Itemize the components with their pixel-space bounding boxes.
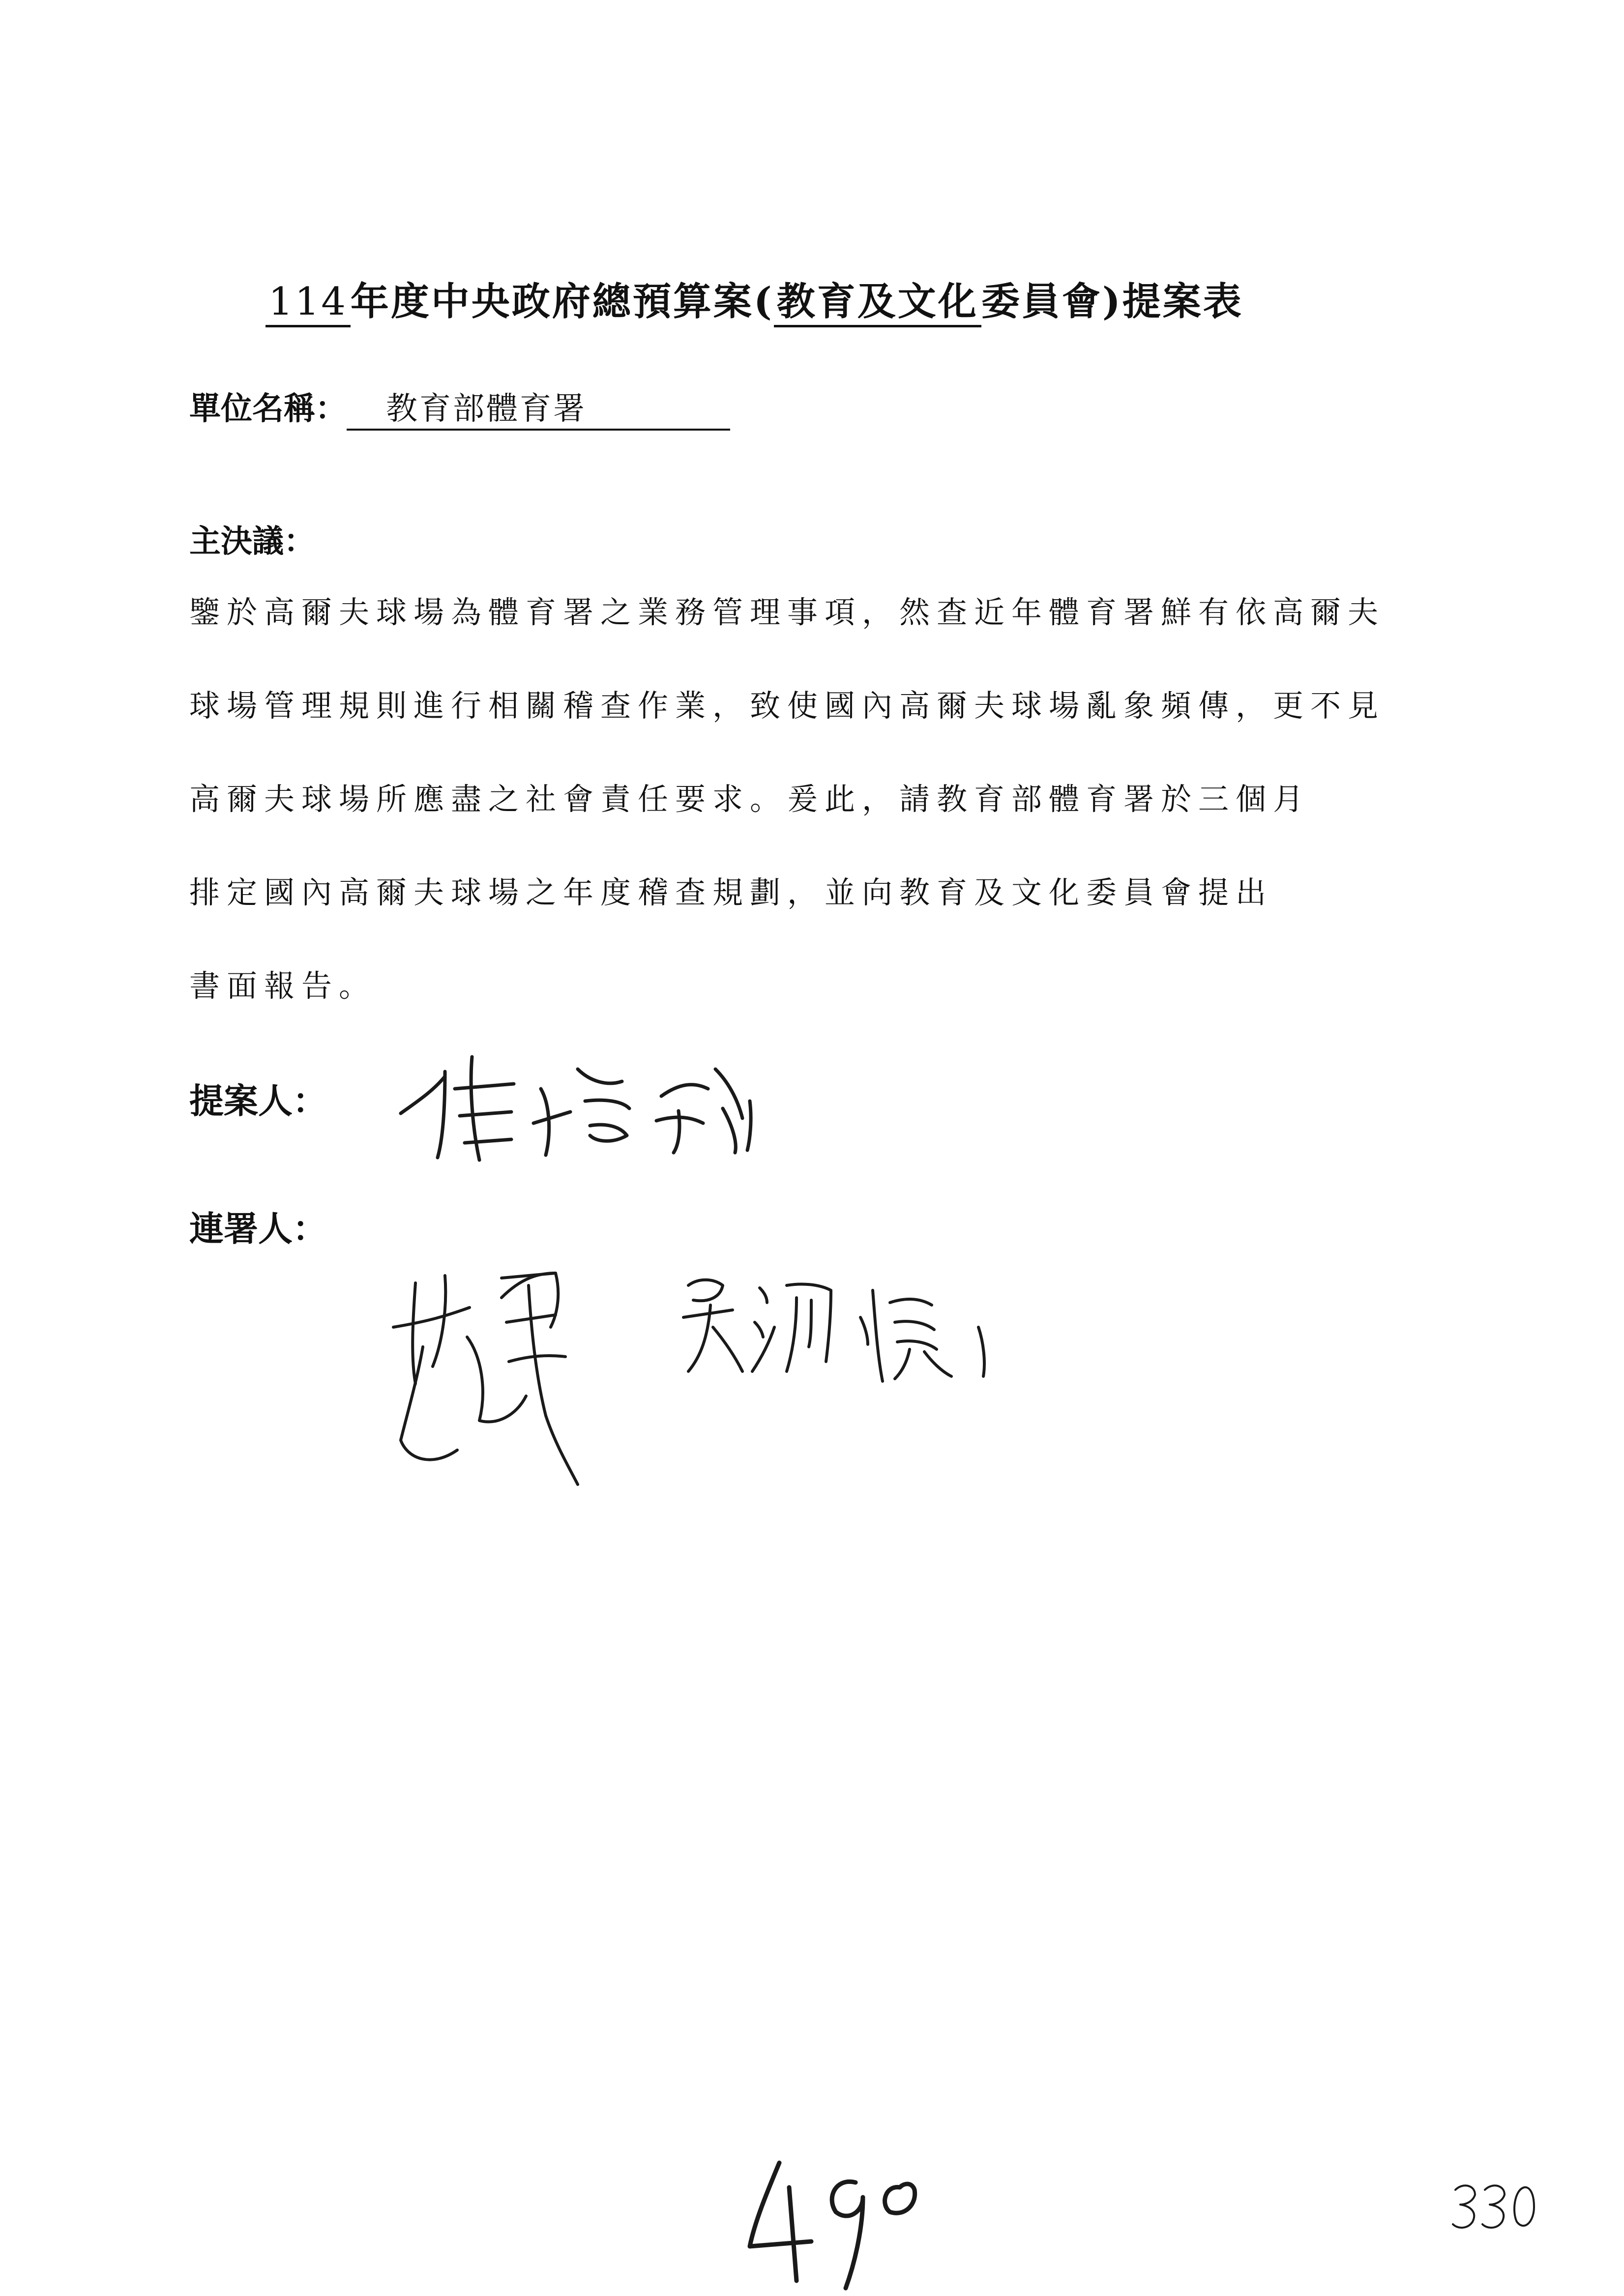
title-year: 114 xyxy=(266,283,351,327)
document-title xyxy=(266,279,1243,327)
resolution-line-5: 書面報告。 xyxy=(189,968,377,1004)
handwritten-page-number xyxy=(750,2163,915,2288)
unit-label: 單位名稱： xyxy=(189,390,347,427)
resolution-line-3: 高爾夫球場所應盡之社會責任要求。爰此，請教育部體育署於三個月 xyxy=(189,781,1311,817)
cosigner-label: 連署人： xyxy=(189,1208,327,1249)
proposer-label: 提案人： xyxy=(189,1080,327,1121)
proposer-signature xyxy=(401,1057,751,1160)
title-suffix: 委員會)提案表 xyxy=(981,279,1243,324)
corner-page-number xyxy=(1453,2185,1534,2228)
title-prefix: 年度中央政府總預算案( xyxy=(350,279,774,324)
resolution-line-2: 球場管理規則進行相關稽查作業，致使國內高爾夫球場亂象頻傳，更不見 xyxy=(189,688,1386,724)
cosigner-signature-2 xyxy=(683,1280,984,1381)
resolution-heading: 主決議： xyxy=(189,523,315,560)
cosigner-signature-1 xyxy=(393,1273,578,1484)
unit-row xyxy=(189,390,730,431)
resolution-line-1: 鑒於高爾夫球場為體育署之業務管理事項，然查近年體育署鮮有依高爾夫 xyxy=(189,594,1386,630)
unit-value: 教育部體育署 xyxy=(347,393,730,431)
title-committee: 教育及文化 xyxy=(774,283,981,327)
resolution-line-4: 排定國內高爾夫球場之年度稽查規劃，並向教育及文化委員會提出 xyxy=(189,874,1273,910)
